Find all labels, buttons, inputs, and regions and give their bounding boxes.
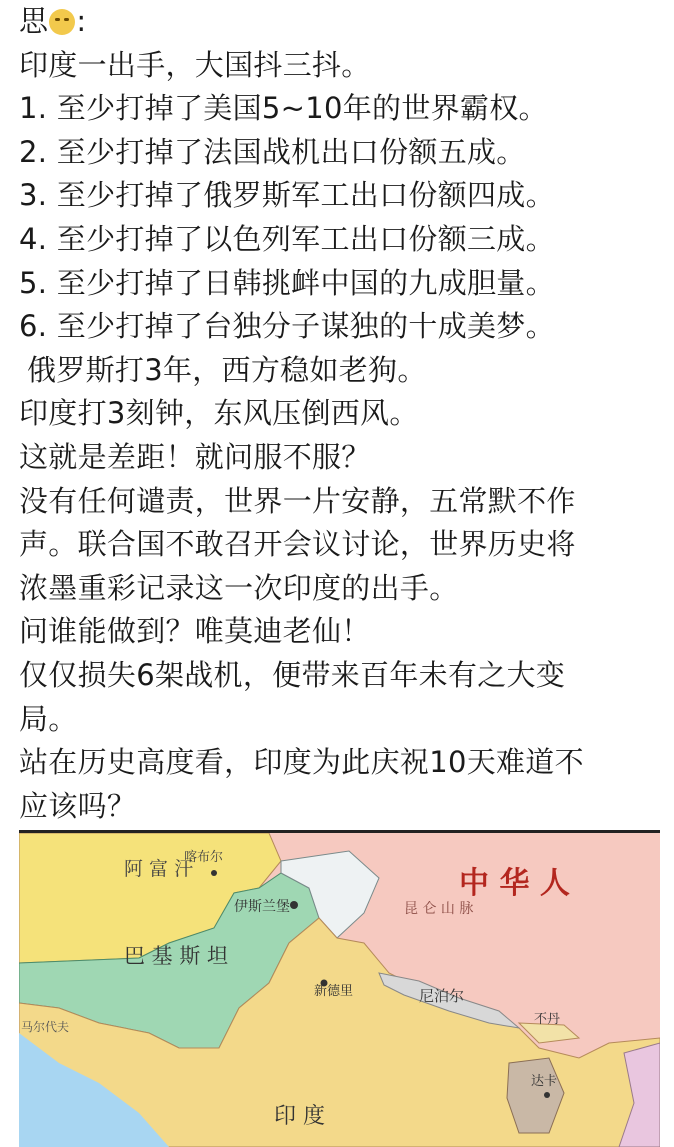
post-line: 浓墨重彩记录这一次印度的出手。 bbox=[19, 570, 459, 605]
post-author-colon: : bbox=[76, 4, 87, 38]
post-line: 问谁能做到？唯莫迪老仙！ bbox=[19, 614, 371, 649]
map-label-maldives: 马尔代夫 bbox=[21, 1020, 70, 1034]
post-line: 4. 至少打掉了以色列军工出口份额三成。 bbox=[19, 221, 555, 256]
map-label-dhaka: 达卡 bbox=[531, 1074, 558, 1089]
post-line: 印度打3刻钟，东风压倒西风。 bbox=[19, 396, 419, 431]
post-line: 6. 至少打掉了台独分子谋独的十成美梦。 bbox=[19, 309, 555, 344]
map-image[interactable] bbox=[19, 833, 660, 1147]
post-line: 1. 至少打掉了美国5~10年的世界霸权。 bbox=[19, 91, 548, 126]
map-label-kabul: 喀布尔 bbox=[184, 850, 224, 865]
map-label-afghanistan: 阿 富 汗 bbox=[124, 858, 194, 880]
kabul-marker bbox=[211, 870, 217, 876]
post-line: 应该吗？ bbox=[19, 788, 137, 823]
post-author: 思 bbox=[19, 4, 49, 38]
map-label-bhutan: 不丹 bbox=[534, 1012, 561, 1027]
map-label-china: 中 华 人 bbox=[459, 866, 570, 901]
post-line: 2. 至少打掉了法国战机出口份额五成。 bbox=[19, 134, 526, 169]
post-line: 局。 bbox=[19, 701, 78, 736]
post-line: 仅仅损失6架战机，便带来百年未有之大变 bbox=[19, 657, 566, 692]
post-line: 3. 至少打掉了俄罗斯军工出口份额四成。 bbox=[19, 178, 555, 213]
post-line: 俄罗斯打3年，西方稳如老狗。 bbox=[27, 352, 427, 387]
map-label-kunlun: 昆 仑 山 脉 bbox=[404, 901, 474, 917]
post-line: 这就是差距！就问服不服？ bbox=[19, 439, 371, 474]
post-author-line bbox=[19, 0, 659, 44]
map-svg bbox=[19, 833, 660, 1147]
islamabad-marker bbox=[290, 901, 298, 909]
map-label-india: 印 度 bbox=[274, 1104, 325, 1129]
post-line: 站在历史高度看，印度为此庆祝10天难道不 bbox=[19, 745, 584, 780]
post-line: 声。联合国不敢召开会议讨论，世界历史将 bbox=[19, 527, 576, 562]
map-label-nepal: 尼泊尔 bbox=[419, 987, 465, 1005]
map-label-islamabad: 伊斯兰堡 bbox=[234, 899, 290, 915]
post-line: 印度一出手，大国抖三抖。 bbox=[19, 47, 371, 82]
emoji-icon bbox=[49, 9, 75, 35]
map-label-newdelhi: 新德里 bbox=[314, 984, 354, 999]
dhaka-marker bbox=[544, 1092, 550, 1098]
post-line: 5. 至少打掉了日韩挑衅中国的九成胆量。 bbox=[19, 265, 555, 300]
map-label-pakistan: 巴 基 斯 坦 bbox=[124, 944, 229, 968]
post-line: 没有任何谴责，世界一片安静，五常默不作 bbox=[19, 483, 576, 518]
post-body bbox=[19, 0, 659, 828]
